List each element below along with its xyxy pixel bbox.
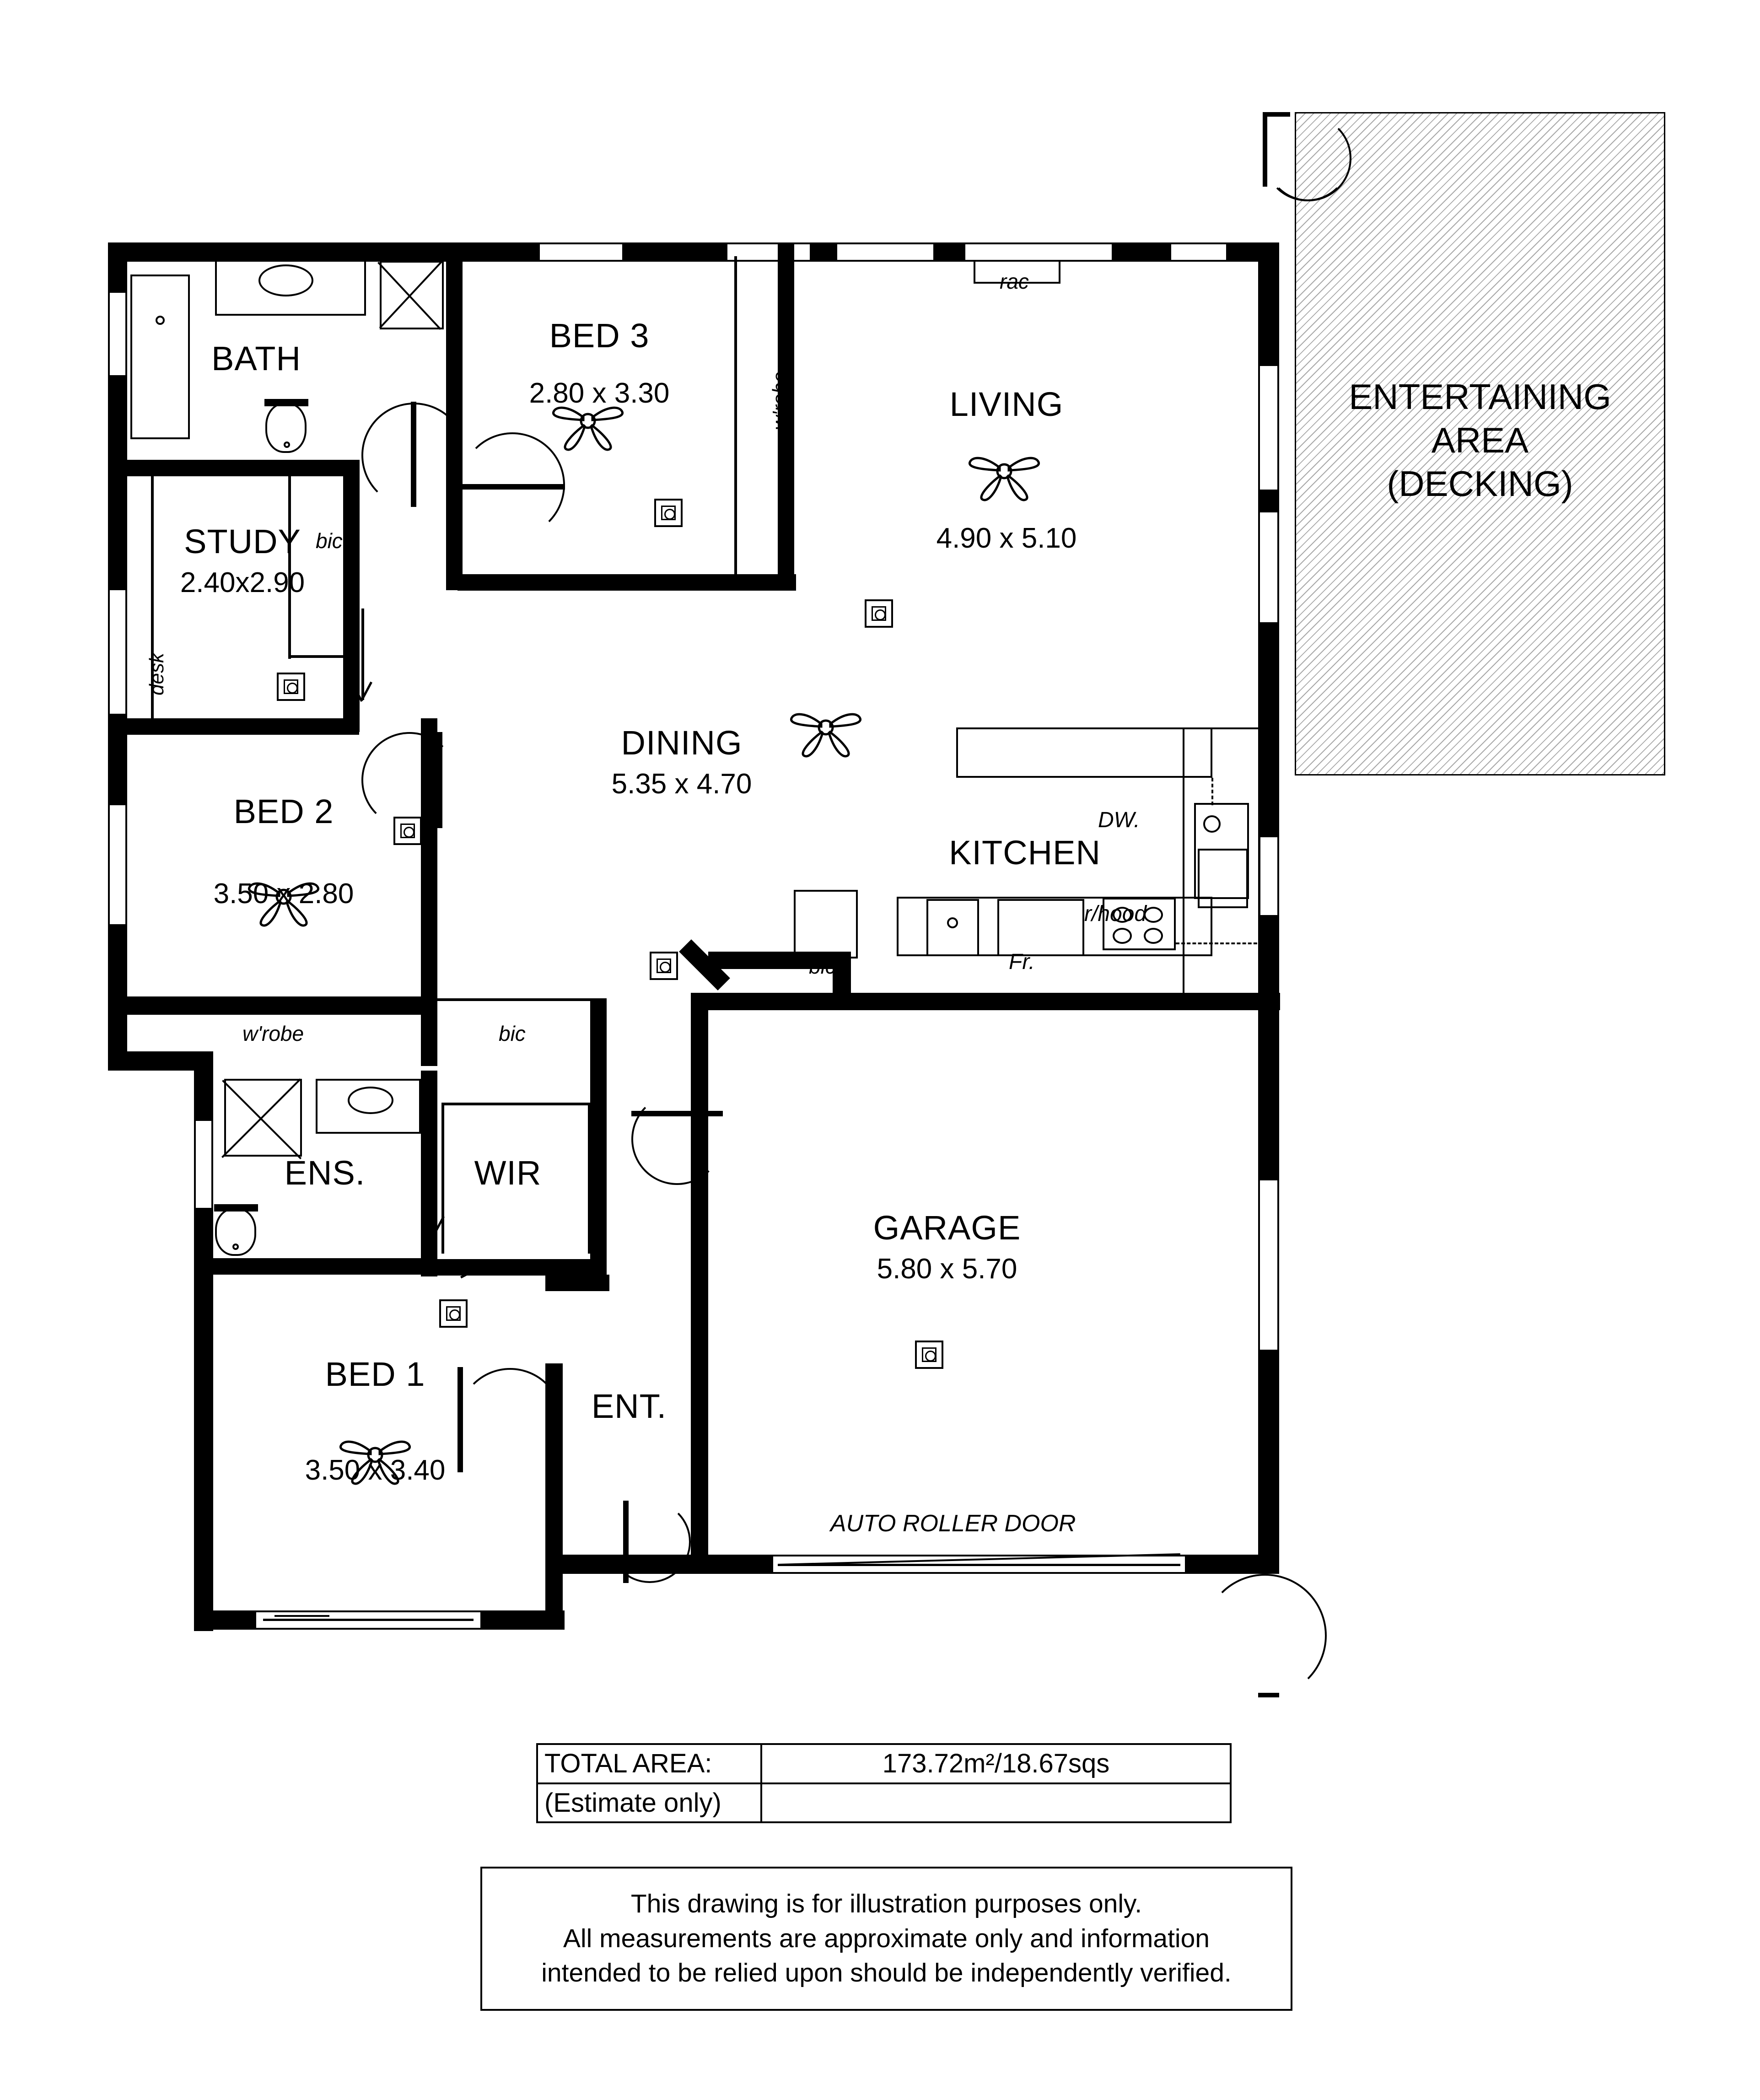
room-dims-bed2: 3.50 x 2.80 [213,878,354,910]
room-label-bath [169,339,343,378]
kitchen-sink-bowl [1203,815,1221,833]
wall-bic-hall-top [437,998,593,1001]
wall-study-bottom [121,718,359,735]
wall-wir-right [590,1067,607,1275]
window-living-top-3 [1171,242,1226,262]
auto-roller-door-line [778,1564,1180,1566]
dw-label: DW. [1098,808,1140,832]
wall-study-bic-bottom [288,655,344,658]
ens-shower [224,1079,302,1157]
bath-tub-plug [156,316,165,325]
rac-label: rac [1000,269,1029,293]
kitchen-fridge [997,899,1084,956]
room-label-wir [439,1153,576,1193]
disclaimer-line-1: This drawing is for illustration purposes only. [630,1889,1142,1918]
door-garage-internal-arc [631,1093,723,1185]
door-bed3-leaf [460,484,565,490]
wall-bed3-bottom [457,574,796,591]
room-dims-bed3: 2.80 x 3.30 [529,377,670,409]
room-dims-living-wrap [888,522,1125,555]
door-garage-internal-leaf [631,1111,723,1116]
room-name-wir: WIR [474,1154,542,1192]
desk-label: desk [145,653,168,695]
exterior-wall-left-mid [194,1051,213,1079]
window-bed1-arrow [274,1615,329,1617]
wall-ens-bottom [194,1258,436,1275]
wall-wir-closet-line [441,1103,588,1105]
room-name-garage: GARAGE [873,1209,1021,1247]
window-garage-right [1258,1180,1279,1350]
room-name-bath: BATH [211,339,301,377]
wall-wir-closet-line2 [588,1103,591,1254]
door-bath-leaf [411,402,416,507]
rangehood-dashed-line [1176,942,1263,944]
disclaimer-box [480,1867,1292,2011]
door-entry-arc [608,1501,691,1583]
room-name-living: LIVING [949,385,1064,423]
wall-bed3-wrobe-divider [734,256,737,576]
wall-bed2-wrobe-top [124,996,435,999]
disclaimer-line-2: All measurements are approximate only and information [563,1923,1210,1953]
bic-study-label: bic [316,529,343,553]
ens-toilet-dot [232,1244,239,1250]
entertaining-area-line2: AREA [1431,420,1529,461]
deck-door-swing [1265,115,1351,201]
ceiling-fan-living [956,430,1052,512]
sliding-door-living-right-2 [1258,512,1279,622]
ceiling-vent-bed3 [654,499,683,527]
kitchen-bench-dashed [1211,778,1213,805]
wall-bic-hall-right [590,998,607,1067]
room-name-ent: ENT. [591,1387,667,1425]
room-name-kitchen: KITCHEN [949,834,1101,872]
window-bath-left [108,293,127,375]
bath-toilet-cistern [264,399,308,406]
kitchen-bench-top [956,727,1212,778]
ceiling-vent-garage [915,1341,943,1369]
cooktop-burner-2 [1144,907,1163,923]
bath-basin [258,264,313,296]
room-name-bed2: BED 2 [233,792,334,830]
door-study-leaf [437,732,442,828]
rhood-label: r/hood [1084,902,1147,926]
room-label-garage [819,1208,1075,1286]
bath-shower [380,261,444,329]
entry-wall-bottom [563,1555,608,1574]
window-ens-left [194,1121,213,1208]
cooktop-burner-3 [1113,928,1132,944]
wall-bed2-bottom [121,998,437,1015]
wall-garage-angle-v [691,993,708,1039]
room-dims-living: 4.90 x 5.10 [936,522,1077,554]
room-name-ens: ENS. [284,1154,366,1192]
kitchen-pantry-bic [794,890,858,958]
window-bed3-top [727,242,810,262]
room-dims-garage: 5.80 x 5.70 [877,1253,1017,1285]
total-area-label: TOTAL AREA: [538,1745,762,1782]
auto-roller-door-label: AUTO ROLLER DOOR [830,1510,1076,1537]
kitchen-dishwasher-knob [947,917,958,928]
fr-label: Fr. [1009,950,1035,974]
kitchen-oven [1198,849,1248,908]
room-dims-bed1: 3.50 x 3.40 [305,1454,446,1486]
total-area-value: 173.72m²/18.67sqs [882,1749,1110,1779]
bic-kitchen-label: bic [809,954,836,978]
room-dims-dining: 5.35 x 4.70 [611,768,752,800]
window-study-left [108,590,127,714]
wrobe-bed2-label: w'robe [242,1022,304,1045]
entertaining-area-line3: (DECKING) [1387,463,1573,504]
ens-basin [348,1087,393,1114]
window-bed1-slider-line [263,1619,474,1621]
room-label-bed1 [256,1354,494,1487]
study-arrow-shaft [361,608,364,700]
room-label-dining [563,723,801,801]
total-area-row-1 [538,1745,1230,1784]
total-area-value-2 [762,1784,1230,1822]
total-area-estimate-label: (Estimate only) [538,1784,762,1822]
ceiling-vent-ens [439,1299,468,1328]
wrobe-bed3-label: w'robe [769,371,791,430]
ens-toilet-cistern [214,1204,258,1212]
door-garage-side-arc [1203,1574,1327,1697]
room-label-ens [256,1153,393,1193]
window-kitchen-right [1258,837,1279,915]
total-area-row-2 [538,1784,1230,1822]
room-name-bed1: BED 1 [325,1355,425,1393]
sliding-door-living-right-1 [1258,366,1279,490]
window-bath-top [540,242,622,262]
cooktop-burner-4 [1144,928,1163,944]
bic-hall-label: bic [499,1022,526,1045]
room-label-living [888,384,1125,424]
room-label-bed2 [165,792,403,910]
disclaimer-line-3: intended to be relied upon should be independently verified. [541,1958,1232,1988]
room-name-study: STUDY [184,522,301,560]
window-bed2-left [108,805,127,924]
door-entry-leaf [623,1501,629,1583]
ceiling-vent-dining [650,952,678,980]
entertaining-area-label [1299,375,1661,506]
ceiling-vent-study [277,673,305,701]
room-dims-study: 2.40x2.90 [180,567,305,599]
ceiling-vent-living [865,599,893,628]
wir-arrow-shaft [434,1112,436,1235]
room-label-kitchen [910,833,1139,872]
room-label-bed3 [471,316,727,410]
window-living-top-1 [837,242,933,262]
bath-toilet-dot [284,442,290,448]
door-garage-side-jamb [1258,1693,1279,1697]
entertaining-area-line1: ENTERTAINING [1349,377,1611,417]
room-label-ent [554,1386,705,1426]
wall-ent-top [545,1275,609,1291]
window-living-top-2 [965,242,1112,262]
wall-bath-study [121,460,359,476]
room-name-bed3: BED 3 [549,317,650,355]
total-area-table [536,1743,1232,1823]
room-name-dining: DINING [621,724,743,762]
